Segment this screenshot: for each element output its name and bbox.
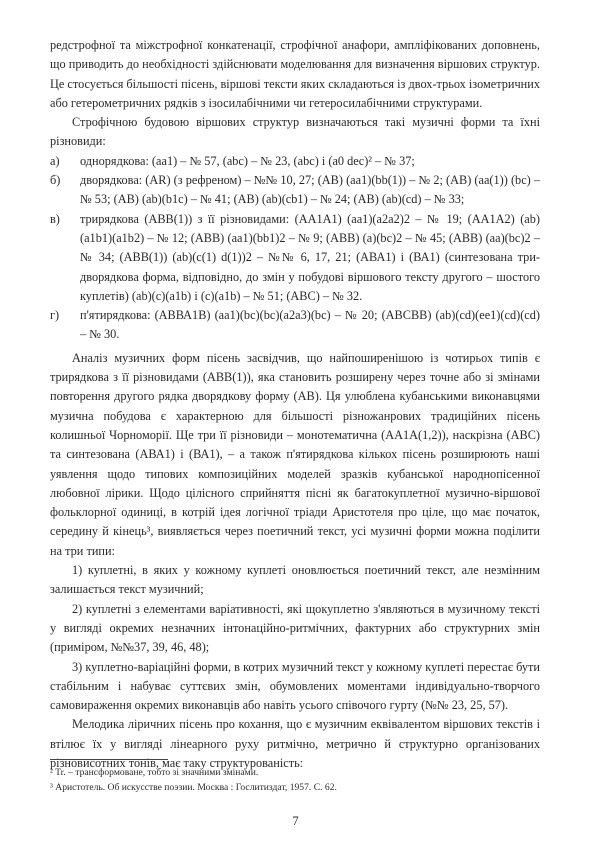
paragraph-type-1: 1) куплетні, в яких у кожному куплеті оновлюється поетичний текст, але незмінним залишається текст музичний; (50, 563, 540, 597)
paragraph-type-3: 3) куплетно-варіаційні форми, в котрих музичний текст у кожному куплеті перестає бути стабільним і набуває суттєвих змін, обумовлених моментами індивідуально-творчого самовираження окремих виконавців або навіть усього співочого гурту (№№ 23, 25, 57). (50, 659, 540, 713)
paragraph-type-2: 2) куплетні з елементами варіативності, які щокуплетно з'являються в музичному тексті у вигляді окремих незначних інтонаційно-ритмічних, фактурних або структурних змін (приміром, №№37, 39, 46, 48); (50, 601, 540, 655)
list-letter: б) (50, 173, 61, 188)
footnotes (50, 765, 540, 795)
list-letter: г) (50, 308, 60, 323)
list-text: п'ятирядкова: (АВВА1В) (аа1)(bc)(bc)(а2а3)(bc) – № 20; (АВСВВ) (ab)(cd)(ee1)(cd)(cd) – № 30. (80, 308, 540, 342)
list-item (50, 152, 540, 171)
list-text: дворядкова: (АR) (з рефреном) – №№ 10, 27; (АВ) (аа1)(bb(1)) – № 2; (АВ) (аа(1)) (bc) – № 53; (АВ) (ab)(b1c) – № 41; (АВ) (ab)(cb1) – № 24; (АВ) (ab)(cd) – № 33; (80, 173, 540, 207)
list-item (50, 210, 540, 306)
list-item (50, 306, 540, 345)
list-letter: в) (50, 211, 60, 226)
paragraph-forms-intro: Строфічною будовою віршових структур визначаються такі музичні форми та їхні різновиди: (50, 115, 540, 149)
list-item (50, 171, 540, 210)
paragraph-melody: Мелодика ліричних пісень про кохання, що є музичним еквівалентом віршових текстів і втілює їх у вигляді лінеарного руху ритмічно, метрично й структурно організованих різновисотних тонів, має таку структурованість: (50, 717, 540, 770)
footnote-divider (50, 759, 168, 760)
main-text (50, 36, 540, 773)
paragraph-continuation: редстрофної та міжстрофної конкатенації, строфічної анафори, ампліфікованих доповнень, що приводить до необхідності здійснювати моделювання для визначення віршових структур. Це стосується більшості пісень, віршові тексти яких складаються із двох-трьох ізометричних або гетерометричних рядків з ізосилабічними чи гетеросилабічними структурами. (50, 38, 540, 110)
forms-list (50, 152, 540, 345)
list-letter: а) (50, 153, 60, 168)
list-text: трирядкова (АВВ(1)) з її різновидами: (АА1А1) (аа1)(а2а2)2 – № 19; (АА1А2) (ab)(a1b1)(a1b2) – № 12; (АВВ) (аа1)(bb1)2 – № 9; (АВВ) (a)(bc)2 – № 45; (АВВ) (аа)(bc)2 – № 34; (АВВ(1)) (ab)(c(1) d(1))2 – №№ 6, 17, 21; (АВА1) і (ВА1) (синтезована три- дворядкова форма, відповідно, до змін у побудові віршового тексту другого – шостого куплетів) (ab)(c)(a1b) і (c)(a1b) – № 51; (АВС) – № 32. (80, 211, 540, 303)
list-text: однорядкова: (аа1) – № 57, (abc) – № 23, (abc) і (a0 dec)² – № 37; (80, 153, 415, 168)
paragraph-analysis: Аналіз музичних форм пісень засвідчив, що найпоширенішою із чотирьох типів є трирядкова з її різновидами (АВВ(1)), яка становить розширену через точне або зі змінами повторення другого рядка дворядкову форму (АВ). Ця улюблена кубанськими виконавцями музична побудова є характерною для більшості різножанрових традиційних пісень колишньої Чорноморії. Ще три її різновиди – монотематична (АА1А(1,2)), наскрізна (АВС) та синтезована (АВА1) і (ВА1), – а також п'ятирядкова кількох пісень розширюють наші уявлення щодо типових композиційних моделей зразків кубанської народнопісенної любовної лірики. Щодо цілісного сприйняття пісні як багатокуплетної музично-віршової фольклорної одиниці, в котрій ідея логічної тріади Аристотеля про ціле, що має початок, середину й кінець³, виявляється через поетичний текст, усі музичні форми можна поділити на три типи: (50, 350, 540, 558)
footnote-2: ² Tr. – трансформоване, тобто зі значними змінами. (50, 767, 259, 778)
page-number: 7 (292, 814, 299, 828)
footnote-3: ³ Аристотель. Об искусстве поэзии. Москва : Гослитиздат, 1957. С. 62. (50, 782, 337, 793)
